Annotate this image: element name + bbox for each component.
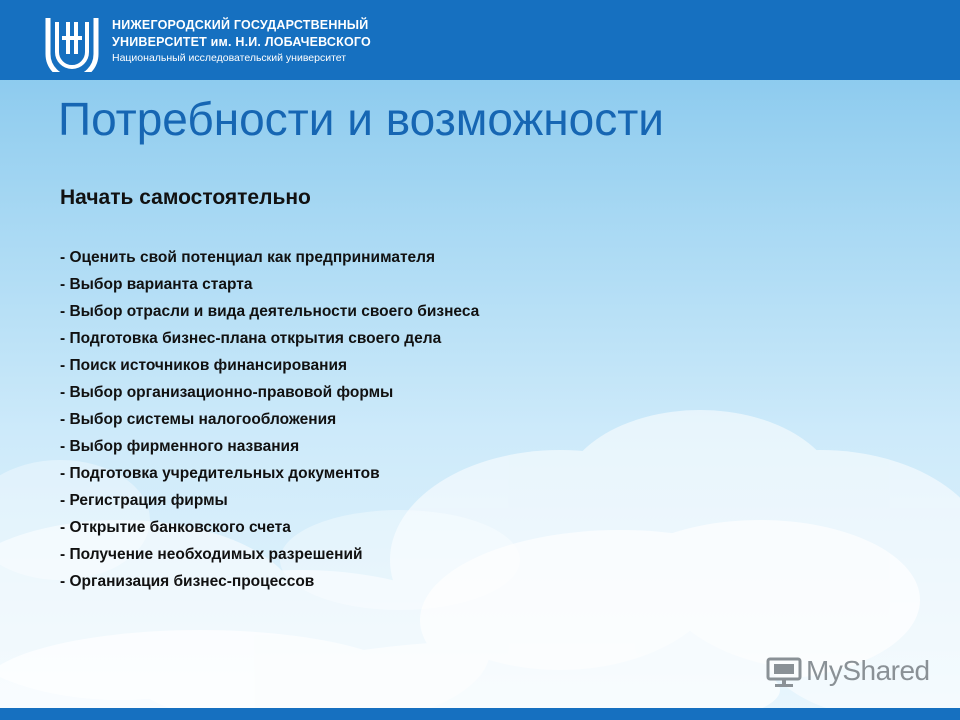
- list-item: - Подготовка бизнес-плана открытия своего дела: [60, 330, 442, 347]
- list-item: - Выбор фирменного названия: [60, 438, 300, 455]
- list-item: - Выбор системы налогообложения: [60, 411, 337, 428]
- unn-logo-icon: [42, 12, 102, 72]
- header-bar: [0, 0, 960, 80]
- list-item: - Организация бизнес-процессов: [60, 573, 315, 590]
- list-item: - Выбор варианта старта: [60, 276, 253, 293]
- watermark-text: MyShared: [806, 655, 930, 686]
- slide-subtitle: Начать самостоятельно: [60, 186, 311, 209]
- list-item: - Выбор отрасли и вида деятельности своего бизнеса: [60, 303, 480, 320]
- list-item: - Получение необходимых разрешений: [60, 546, 363, 563]
- list-item: - Оценить свой потенциал как предпринимателя: [60, 249, 436, 266]
- university-tagline: Национальный исследовательский университет: [112, 52, 347, 64]
- list-item: - Подготовка учредительных документов: [60, 465, 380, 482]
- steps-list: [60, 247, 479, 598]
- university-name-line2: УНИВЕРСИТЕТ им. Н.И. ЛОБАЧЕВСКОГО: [112, 35, 371, 49]
- myshared-watermark[interactable]: [766, 653, 930, 693]
- footer-bar: [0, 708, 960, 720]
- list-item: - Поиск источников финансирования: [60, 357, 348, 374]
- slide-title: Потребности и возможности: [58, 93, 664, 145]
- university-name-line1: НИЖЕГОРОДСКИЙ ГОСУДАРСТВЕННЫЙ: [112, 18, 369, 32]
- list-item: - Регистрация фирмы: [60, 492, 228, 509]
- list-item: - Открытие банковского счета: [60, 519, 291, 536]
- presentation-icon: [766, 657, 802, 689]
- list-item: - Выбор организационно-правовой формы: [60, 384, 394, 401]
